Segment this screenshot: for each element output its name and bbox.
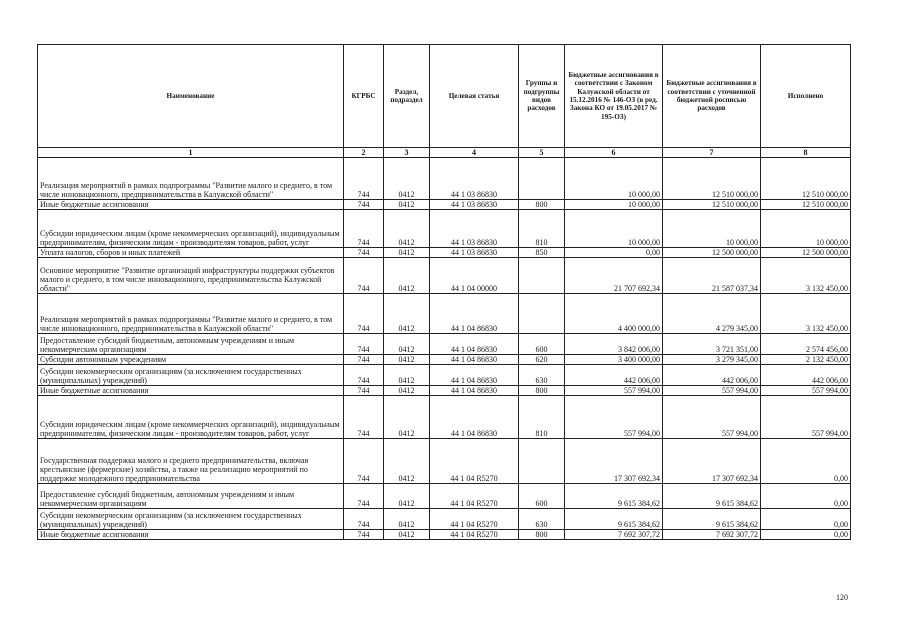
row-name: Субсидии некоммерческим организациям (за исключением государственных (муниципальных) учреждений) [38,365,344,386]
row-done-amount: 557 994,00 [761,396,851,439]
row-article: 44 1 03 86830 [430,200,519,210]
header-done: Исполнено [761,45,851,148]
row-article: 44 1 04 86830 [430,294,519,334]
row-name: Субсидии автономным учреждениям [38,355,344,365]
table-row [38,200,851,210]
table-row [38,158,851,200]
row-article: 44 1 04 R5270 [430,530,519,540]
row-refined-amount: 3 279 345,00 [663,355,761,365]
row-razdel: 0412 [384,439,430,484]
row-name: Государственная поддержка малого и среднего предпринимательства, включая крестьянские (фермерские) хозяйства, а также на реализацию мероприятий по поддержке молодежного предпринимательства [38,439,344,484]
row-article: 44 1 04 86830 [430,386,519,396]
row-law-amount: 3 400 000,00 [565,355,663,365]
row-law-amount: 10 000,00 [565,210,663,248]
row-refined-amount: 7 692 307,72 [663,530,761,540]
row-group: 630 [519,365,565,386]
row-kgrbs: 744 [344,210,384,248]
row-group: 800 [519,386,565,396]
row-refined-amount: 10 000,00 [663,210,761,248]
row-article: 44 1 04 R5270 [430,439,519,484]
row-group: 810 [519,210,565,248]
row-kgrbs: 744 [344,365,384,386]
row-refined-amount: 557 994,00 [663,386,761,396]
column-number: 1 [38,148,344,158]
row-article: 44 1 04 86830 [430,334,519,355]
row-law-amount: 557 994,00 [565,386,663,396]
row-law-amount: 0,00 [565,248,663,258]
row-razdel: 0412 [384,396,430,439]
row-done-amount: 3 132 450,00 [761,294,851,334]
row-refined-amount: 4 279 345,00 [663,294,761,334]
table-row [38,334,851,355]
row-group: 600 [519,334,565,355]
row-article: 44 1 04 R5270 [430,509,519,530]
table-row [38,355,851,365]
header-razdel: Раздел, подраздел [384,45,430,148]
header-row [38,45,851,148]
row-razdel: 0412 [384,509,430,530]
row-kgrbs: 744 [344,158,384,200]
row-refined-amount: 12 510 000,00 [663,200,761,210]
row-refined-amount: 17 307 692,34 [663,439,761,484]
header-article: Целевая статья [430,45,519,148]
table-row [38,365,851,386]
row-law-amount: 9 615 384,62 [565,509,663,530]
column-number: 3 [384,148,430,158]
row-done-amount: 10 000,00 [761,210,851,248]
table-row [38,509,851,530]
row-article: 44 1 04 86830 [430,365,519,386]
budget-sheet [37,44,850,540]
row-name: Субсидии юридическим лицам (кроме некоммерческих организаций), индивидуальным предпринимателям, физическим лицам - производителям товаров, работ, услуг [38,210,344,248]
row-group: 630 [519,509,565,530]
row-law-amount: 10 000,00 [565,158,663,200]
row-refined-amount: 442 006,00 [663,365,761,386]
row-refined-amount: 557 994,00 [663,396,761,439]
row-kgrbs: 744 [344,294,384,334]
row-article: 44 1 04 86830 [430,396,519,439]
row-razdel: 0412 [384,355,430,365]
row-razdel: 0412 [384,210,430,248]
row-razdel: 0412 [384,200,430,210]
row-kgrbs: 744 [344,200,384,210]
row-done-amount: 12 510 000,00 [761,158,851,200]
table-row [38,210,851,248]
table-row [38,530,851,540]
row-done-amount: 3 132 450,00 [761,258,851,294]
row-article: 44 1 03 86830 [430,210,519,248]
row-group: 810 [519,396,565,439]
row-group: 620 [519,355,565,365]
header-law: Бюджетные ассигнования в соответствии с Законом Калужской области от 15.12.2016 № 146-ОЗ (в ред. Закона КО от 19.05.2017 № 195-ОЗ) [565,45,663,148]
row-razdel: 0412 [384,484,430,509]
column-number: 8 [761,148,851,158]
row-done-amount: 0,00 [761,509,851,530]
row-article: 44 1 03 86830 [430,158,519,200]
row-done-amount: 0,00 [761,439,851,484]
table-row [38,248,851,258]
page-number: 120 [836,593,848,602]
row-group [519,258,565,294]
table-row [38,294,851,334]
row-law-amount: 9 615 384,62 [565,484,663,509]
row-done-amount: 0,00 [761,530,851,540]
row-kgrbs: 744 [344,334,384,355]
row-group [519,158,565,200]
row-name: Субсидии юридическим лицам (кроме некоммерческих организаций), индивидуальным предпринимателям, физическим лицам - производителям товаров, работ, услуг [38,396,344,439]
row-kgrbs: 744 [344,386,384,396]
column-number: 2 [344,148,384,158]
row-law-amount: 442 006,00 [565,365,663,386]
column-number: 7 [663,148,761,158]
table-row [38,386,851,396]
row-kgrbs: 744 [344,355,384,365]
row-law-amount: 10 000,00 [565,200,663,210]
row-name: Иные бюджетные ассигнования [38,200,344,210]
row-name: Предоставление субсидий бюджетным, автономным учреждениям и иным некоммерческим организациям [38,484,344,509]
row-article: 44 1 04 86830 [430,355,519,365]
row-razdel: 0412 [384,258,430,294]
row-name: Иные бюджетные ассигнования [38,530,344,540]
row-kgrbs: 744 [344,439,384,484]
row-group: 800 [519,200,565,210]
row-name: Субсидии некоммерческим организациям (за исключением государственных (муниципальных) учреждений) [38,509,344,530]
table-row [38,396,851,439]
header-refined: Бюджетные ассигнования в соответствии с уточненной бюджетной росписью расходов [663,45,761,148]
row-kgrbs: 744 [344,248,384,258]
column-number-row [38,148,851,158]
row-refined-amount: 3 721 351,00 [663,334,761,355]
row-name: Реализация мероприятий в рамках подпрограммы "Развитие малого и среднего, в том числе инновационного, предпринимательства в Калужской области" [38,294,344,334]
row-law-amount: 7 692 307,72 [565,530,663,540]
table-body [38,158,851,540]
row-name: Основное мероприятие "Развитие организаций инфраструктуры поддержки субъектов малого и среднего, в том числе инновационного, предпринимательства Калужской области" [38,258,344,294]
row-kgrbs: 744 [344,530,384,540]
row-law-amount: 3 842 006,00 [565,334,663,355]
row-razdel: 0412 [384,386,430,396]
row-kgrbs: 744 [344,509,384,530]
row-refined-amount: 12 510 000,00 [663,158,761,200]
row-kgrbs: 744 [344,258,384,294]
row-razdel: 0412 [384,530,430,540]
row-group: 600 [519,484,565,509]
row-done-amount: 2 132 450,00 [761,355,851,365]
row-razdel: 0412 [384,248,430,258]
row-done-amount: 0,00 [761,484,851,509]
column-number: 5 [519,148,565,158]
row-law-amount: 17 307 692,34 [565,439,663,484]
row-razdel: 0412 [384,158,430,200]
row-article: 44 1 04 00000 [430,258,519,294]
row-group: 850 [519,248,565,258]
header-kgrbs: КГРБС [344,45,384,148]
header-name: Наименование [38,45,344,148]
row-done-amount: 12 510 000,00 [761,200,851,210]
row-razdel: 0412 [384,365,430,386]
row-article: 44 1 04 R5270 [430,484,519,509]
table-row [38,439,851,484]
row-razdel: 0412 [384,294,430,334]
row-law-amount: 557 994,00 [565,396,663,439]
budget-table [37,44,851,540]
row-razdel: 0412 [384,334,430,355]
row-kgrbs: 744 [344,396,384,439]
row-law-amount: 4 400 000,00 [565,294,663,334]
row-name: Предоставление субсидий бюджетным, автономным учреждениям и иным некоммерческим организациям [38,334,344,355]
row-done-amount: 2 574 456,00 [761,334,851,355]
table-row [38,258,851,294]
table-row [38,484,851,509]
column-number: 6 [565,148,663,158]
row-article: 44 1 03 86830 [430,248,519,258]
row-group [519,439,565,484]
row-refined-amount: 21 587 037,34 [663,258,761,294]
row-group: 800 [519,530,565,540]
row-done-amount: 442 006,00 [761,365,851,386]
row-done-amount: 12 500 000,00 [761,248,851,258]
column-number: 4 [430,148,519,158]
row-name: Реализация мероприятий в рамках подпрограммы "Развитие малого и среднего, в том числе инновационного, предпринимательства в Калужской области" [38,158,344,200]
row-refined-amount: 9 615 384,62 [663,509,761,530]
row-name: Иные бюджетные ассигнования [38,386,344,396]
row-law-amount: 21 707 692,34 [565,258,663,294]
row-kgrbs: 744 [344,484,384,509]
row-done-amount: 557 994,00 [761,386,851,396]
row-refined-amount: 9 615 384,62 [663,484,761,509]
row-group [519,294,565,334]
row-refined-amount: 12 500 000,00 [663,248,761,258]
row-name: Уплата налогов, сборов и иных платежей [38,248,344,258]
header-group: Группы и подгруппы видов расходов [519,45,565,148]
